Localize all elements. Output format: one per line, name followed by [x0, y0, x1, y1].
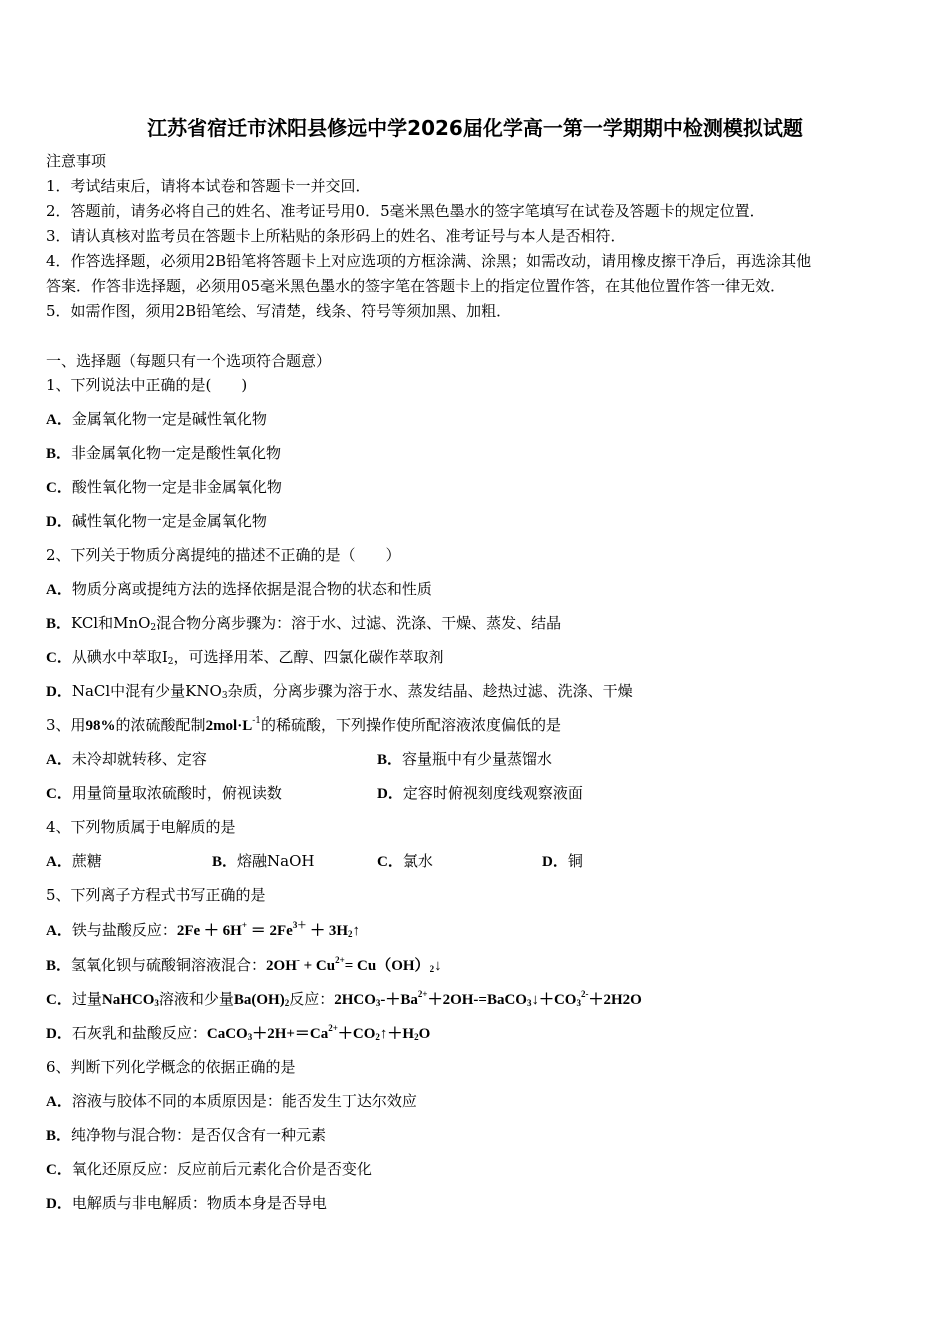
notice-item: 2．答题前，请务必将自己的姓名、准考证号用0．5毫米黑色墨水的签字笔填写在试卷及答题卡的规定位置．	[46, 202, 765, 220]
section-heading: 一、选择题（每题只有一个选项符合题意）	[46, 352, 332, 370]
question-3-option-c: C．用量筒量取浓硫酸时，俯视读数	[46, 784, 282, 802]
notice-item: 答案．作答非选择题，必须用05毫米黑色墨水的签字笔在答题卡上的指定位置作答，在其他位置作答一律无效．	[46, 277, 786, 295]
notice-item: 3．请认真核对监考员在答题卡上所粘贴的条形码上的姓名、准考证号与本人是否相符．	[46, 227, 626, 245]
question-1-option-a: A．金属氧化物一定是碱性氧化物	[46, 410, 267, 428]
question-5-stem: 5、下列离子方程式书写正确的是	[46, 886, 266, 904]
question-2-option-d: D．NaCl中混有少量$KNO_3$杂质，分离步骤为溶于水、蒸发结晶、趁热过滤、洗涤、干燥	[46, 682, 633, 701]
question-6-option-c: C．氧化还原反应：反应前后元素化合价是否变化	[46, 1160, 372, 1178]
question-4-stem: 4、下列物质属于电解质的是	[46, 818, 236, 836]
question-1-option-c: C．酸性氧化物一定是非金属氧化物	[46, 478, 282, 496]
question-2-option-c: C．从碘水中萃取$I_2$，可选择用苯、乙醇、四氯化碳作萃取剂	[46, 648, 444, 667]
question-6-option-d: D．电解质与非电解质：物质本身是否导电	[46, 1194, 327, 1212]
question-2-stem: 2、下列关于物质分离提纯的描述不正确的是（ ）	[46, 546, 401, 564]
question-4-option-b: B．熔融NaOH	[212, 852, 315, 870]
question-4-option-d: D．铜	[542, 852, 583, 870]
question-5-option-d: D．石灰乳和盐酸反应：$CaCO_3+2H+=Ca^{2+}+CO_2↑+H_2O$	[46, 1023, 431, 1042]
question-3-stem: 3、用98%的浓硫酸配制$2mol\cdot L^{-1}$的稀硫酸，下列操作使所配溶液浓度偏低的是	[46, 716, 562, 734]
question-1-stem: 1、下列说法中正确的是( )	[46, 376, 248, 394]
question-2-option-b: B．KCl和MnO$_2$混合物分离步骤为：溶于水、过滤、洗涤、干燥、蒸发、结晶	[46, 614, 562, 633]
question-6-option-a: A．溶液与胶体不同的本质原因是：能否发生丁达尔效应	[46, 1092, 417, 1110]
question-5-option-b: B．氢氧化钡与硫酸铜溶液混合：$2OH^- + Cu^{2+}=$ $Cu(OH)_2↓$	[46, 955, 442, 974]
question-2-option-a: A．物质分离或提纯方法的选择依据是混合物的状态和性质	[46, 580, 432, 598]
question-3-option-a: A．未冷却就转移、定容	[46, 750, 207, 768]
question-1-option-b: B．非金属氧化物一定是酸性氧化物	[46, 444, 282, 462]
question-5-option-a: A．铁与盐酸反应：$2Fe + 6H^+ = 2Fe^{3+}$ ＋ $3H_2↑$	[46, 920, 361, 939]
question-3-option-d: D．定容时俯视刻度线观察液面	[377, 784, 583, 802]
question-6-stem: 6、判断下列化学概念的依据正确的是	[46, 1058, 296, 1076]
question-3-option-b: B．容量瓶中有少量蒸馏水	[377, 750, 553, 768]
question-4-option-a: A．蔗糖	[46, 852, 102, 870]
notice-item: 1．考试结束后，请将本试卷和答题卡一并交回．	[46, 177, 371, 195]
exam-title: 江苏省宿迁市沭阳县修远中学2026届化学高一第一学期期中检测模拟试题	[147, 116, 803, 140]
notice-item: 5．如需作图，须用2B铅笔绘、写清楚，线条、符号等须加黑、加粗．	[46, 302, 512, 320]
question-4-option-c: C．氯水	[377, 852, 433, 870]
notice-item: 4．作答选择题，必须用2B铅笔将答题卡上对应选项的方框涂满、涂黑；如需改动，请用橡皮擦干净后，再选涂其他	[46, 252, 812, 270]
notice-heading: 注意事项	[46, 152, 107, 170]
question-5-option-c: C．过量NaHCO$_3$溶液和少量$Ba(OH)_2$反应：$2HCO_3-+Ba^{2+}+2OH-=BaCO_3↓+CO_3^{2-}+2H2O$	[46, 989, 642, 1008]
question-1-option-d: D．碱性氧化物一定是金属氧化物	[46, 512, 267, 530]
question-6-option-b: B．纯净物与混合物：是否仅含有一种元素	[46, 1126, 327, 1144]
